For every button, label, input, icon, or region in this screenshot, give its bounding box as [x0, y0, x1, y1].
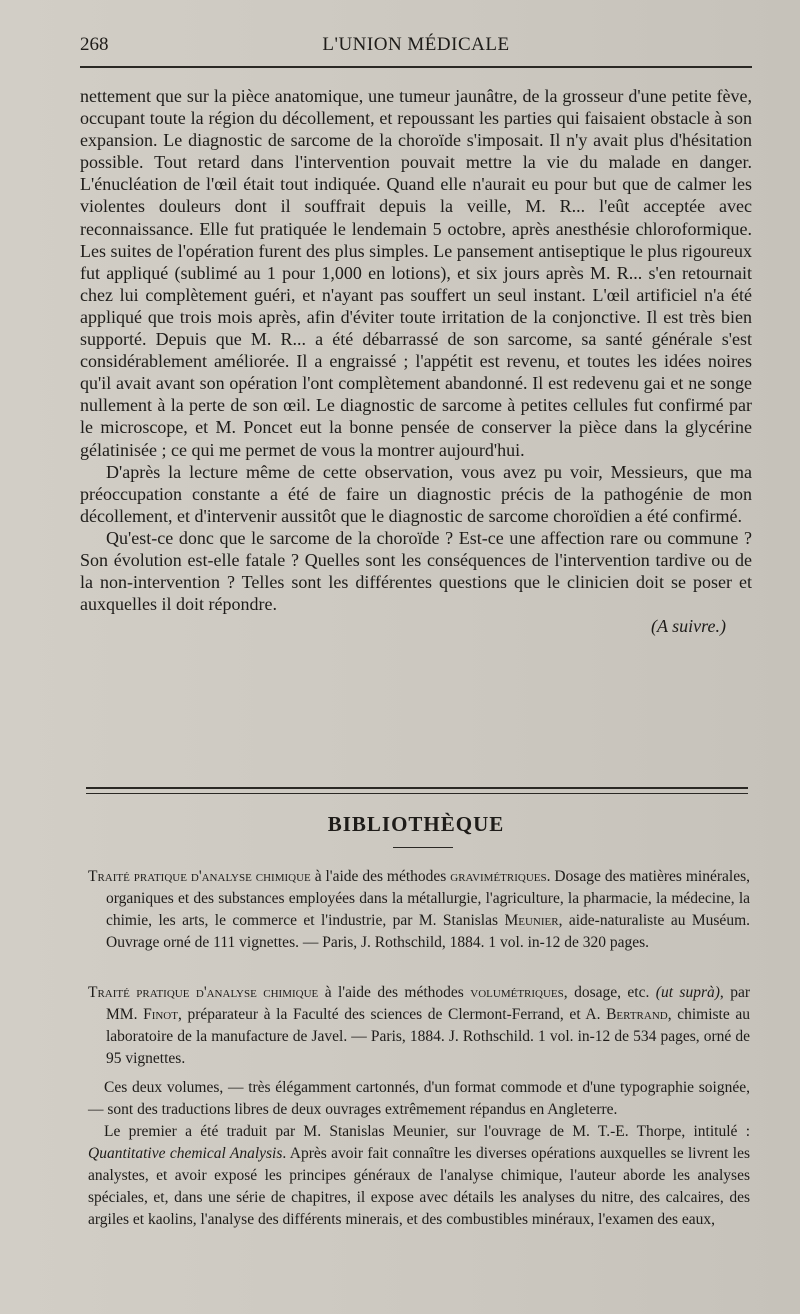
page-number: 268	[80, 34, 109, 55]
commentary-paragraph-1: Ces deux volumes, — très élégamment cartonnés, d'un format commode et d'une typographie soignée, — sont des traductions libres de deux ouvrages extrêmement répandus en Angleterre.	[88, 1079, 750, 1118]
article-paragraph-1: nettement que sur la pièce anatomique, une tumeur jaunâtre, de la grosseur d'une petite fève, occupant toute la région du décollement, et repoussant les parties qui faisaient obstacle à son expansion. Le diagnostic de sarcome de la choroïde s'imposait. Il n'y avait plus d'hésitation possible. Tout retard dans l'intervention pouvait mettre la vie du malade en danger. L'énucléation de l'œil était tout indiquée. Quand elle n'aurait eu pour but que de calmer les violentes douleurs dont il souffrait depuis la veille, M. R... l'eût acceptée avec reconnaissance. Elle fut pratiquée le lendemain 5 octobre, après anesthésie chloroformique. Les suites de l'opération furent des plus simples. Le pansement antiseptique le plus rigoureux fut appliqué (sublimé au 1 pour 1,000 en lotions), et six jours après M. R... s'en retournait chez lui complètement guéri, et n'ayant pas souffert un seul instant. L'œil artificiel n'a été appliqué que trois mois après, afin d'éviter toute irritation de la conjonctive. Il est très bien supporté. Depuis que M. R... a été débarrassé de son sarcome, sa santé générale s'est considérablement améliorée. Il a engraissé ; l'appétit est revenu, et toutes les idées noires qu'il avait avant son opération l'ont complètement abandonné. Il est redevenu gai et ne songe nullement à la perte de son œil. Le diagnostic de sarcome à petites cellules fut confirmé par le microscope, et M. Poncet eut la bonne pensée de conserver la pièce dans la glycérine gélatinisée ; ce qui me permet de vous la montrer aujourd'hui.	[80, 86, 752, 460]
entry-1-text-b: . Dosage des matières minérales, organiques et des substances employées dans la métallurgie, l'agriculture, la pharmacie, la médecine, la chimie, les arts, le commerce et l'industrie, par M. Stanislas	[106, 868, 750, 929]
entry-2-text-a: à l'aide des méthodes	[318, 984, 471, 1001]
section-divider-top	[86, 787, 748, 789]
commentary-2-text-b: . Après avoir fait connaître les diverses opérations auxquelles se livrent les analystes, et avoir exposé les principes généraux de l'analyse chimique, l'auteur aborde les analyses spéciales, et, dans une série de chapitres, il expose avec détails les analyses du nitre, des calcaires, des argiles et kaolins, l'analyse des différents minerais, et des combustibles minéraux, l'examen des eaux,	[88, 1145, 750, 1228]
commentary-paragraph-2	[88, 1121, 750, 1231]
entry-2-text-c: , par MM.	[106, 984, 750, 1023]
article-body	[80, 85, 752, 637]
entry-2-text-d: , préparateur à la Faculté des sciences de Clermont-Ferrand, et A.	[177, 1006, 607, 1023]
section-divider-bottom	[86, 793, 748, 794]
section-title: BIBLIOTHÈQUE	[327, 812, 505, 836]
commentary-2-book-title: Quantitative chemical Analysis	[88, 1145, 283, 1162]
header-rule	[80, 66, 752, 68]
bibliography-commentary	[88, 1077, 750, 1231]
article-paragraph-2: D'après la lecture même de cette observation, vous avez pu voir, Messieurs, que ma préoccupation constante a été de faire un diagnostic précis de la pathogénie de mon décollement, et d'intervenir aussitôt que le diagnostic de sarcome choroïdien a été confirmé.	[80, 461, 752, 526]
bibliography-entry-2	[88, 982, 750, 1070]
entry-2-text-b: , dosage, etc.	[563, 984, 656, 1001]
entry-1-title: Traité pratique d'analyse chimique	[88, 868, 311, 885]
entry-2-author-2: Bertrand	[606, 1006, 668, 1023]
bibliography-entry-1	[88, 866, 750, 954]
entry-2-ut-supra: (ut suprà)	[655, 984, 720, 1001]
entry-2-method: volumétriques	[470, 984, 564, 1001]
commentary-2-text-a: Le premier a été traduit par M. Stanislas Meunier, sur l'ouvrage de M. T.-E. Thorpe, intitulé :	[104, 1123, 750, 1140]
entry-1-text-a: à l'aide des méthodes	[310, 868, 451, 885]
entry-2-author-1: Finot	[143, 1006, 178, 1023]
journal-title: L'UNION MÉDICALE	[322, 34, 510, 55]
title-underline	[393, 847, 453, 848]
entry-2-text-e: , chimiste au laboratoire de la manufacture de Javel. — Paris, 1884. J. Rothschild. 1 vol. in-12 de 534 pages, orné de 95 vignettes.	[106, 1006, 750, 1067]
page-header	[80, 34, 752, 60]
entry-2-title: Traité pratique d'analyse chimique	[88, 984, 319, 1001]
to-be-continued: (A suivre.)	[651, 616, 726, 637]
entry-1-author: Meunier	[504, 912, 559, 929]
article-paragraph-3: Qu'est-ce donc que le sarcome de la choroïde ? Est-ce une affection rare ou commune ? Son évolution est-elle fatale ? Quelles sont les conséquences de l'intervention tardive ou de la non-intervention ? Telles sont les différentes questions que le clinicien doit se poser et auxquelles il doit répondre.	[80, 527, 752, 615]
entry-1-method: gravimétriques	[450, 868, 547, 885]
entry-1-text-c: , aide-naturaliste au Muséum. Ouvrage orné de 111 vignettes. — Paris, J. Rothschild, 1884. 1 vol. in-12 de 320 pages.	[106, 912, 750, 951]
